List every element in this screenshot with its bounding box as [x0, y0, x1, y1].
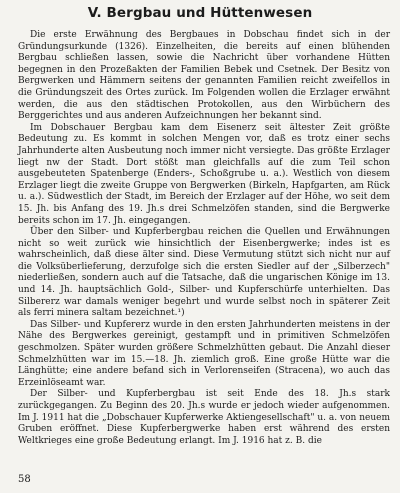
paragraph-4: Das Silber- und Kupfererz wurde in den ersten Jahrhunderten meistens in der Nähe des Bergwerkes gereinigt, gestampft und in primitiven Schmelzöfen geschmolzen. Später wurden größere Schmelzhütten gebaut. Die Anzahl dieser Schmelzhütten war im 15.—18. Jh. ziemlich groß. Eine große Hütte war die Länghütte; eine andere befand sich in Verlorenseifen (Stracena), wo auch das Erzeinlöseamt war. [18, 319, 390, 388]
paragraph-1: Die erste Erwähnung des Bergbaues in Dobschau findet sich in der Gründungsurkunde (1326). Einzelheiten, die bereits auf einen blühenden Bergbau schließen lassen, sowie die Nachricht über vorhandene Hütten begegnen in den Prozeßakten der Familien Bebek und Csetnek. Der Besitz von Bergwerken und Hämmern seitens der genannten Familien reicht zweifellos in die Gründungszeit des Ortes zurück. Im Folgenden wollen die Erzlager erwähnt werden, die aus den städtischen Protokollen, aus den Wirbüchern des Berggerichtes und aus anderen Aufzeichnungen her bekannt sind. [18, 30, 390, 122]
paragraph-2: Im Dobschauer Bergbau kam dem Eisenerz seit ältester Zeit größte Bedeutung zu. Es kommt in solchen Mengen vor, daß es trotz einer sechs Jahrhunderte alten Ausbeutung noch immer nicht versiegte. Das größte Erzlager liegt nw der Stadt. Dort stößt man gleichfalls auf die zum Teil schon ausgebeuteten Spatenberge (Enders-, Schoßgrube u. a.). Westlich von diesem Erzlager liegt die zweite Gruppe von Bergwerken (Birkeln, Hapfgarten, am Rück u. a.). Südwestlich der Stadt, im Bereich der Erzlager auf der Höhe, wo seit dem 15. Jh. bis Anfang des 19. Jh.s drei Schmelzöfen standen, sind die Bergwerke bereits schon im 17. Jh. eingegangen. [18, 122, 390, 226]
paragraph-3: Über den Silber- und Kupferbergbau reichen die Quellen und Erwähnungen nicht so weit zurück wie hinsichtlich der Eisenbergwerke; indes ist es wahrscheinlich, daß diese älter sind. Diese Vermutung stützt sich nicht nur auf die Volksüberlieferung, derzufolge sich die ersten Siedler auf der „Silberzech" niederließen, sondern auch auf die Tatsache, daß die ungarischen Könige im 13. und 14. Jh. hauptsächlich Gold-, Silber- und Kupferschürfe unterhielten. Das Silbererz war damals weniger begehrt und wurde selbst noch in späterer Zeit als ferri minera saltam bezeichnet.¹) [18, 227, 390, 319]
body-text [18, 30, 390, 447]
page-number: 58 [18, 474, 31, 485]
paragraph-5: Der Silber- und Kupferbergbau ist seit Ende des 18. Jh.s stark zurückgegangen. Zu Beginn des 20. Jh.s wurde er jedoch wieder aufgenommen. Im J. 1911 hat die „Dobschauer Kupferwerke Aktiengesellschaft" u. a. von neuem Gruben eröffnet. Diese Kupferbergwerke haben erst während des ersten Weltkrieges eine große Bedeutung erlangt. Im J. 1916 hat z. B. die [18, 389, 390, 446]
chapter-title: V. Bergbau und Hüttenwesen [87, 5, 313, 21]
